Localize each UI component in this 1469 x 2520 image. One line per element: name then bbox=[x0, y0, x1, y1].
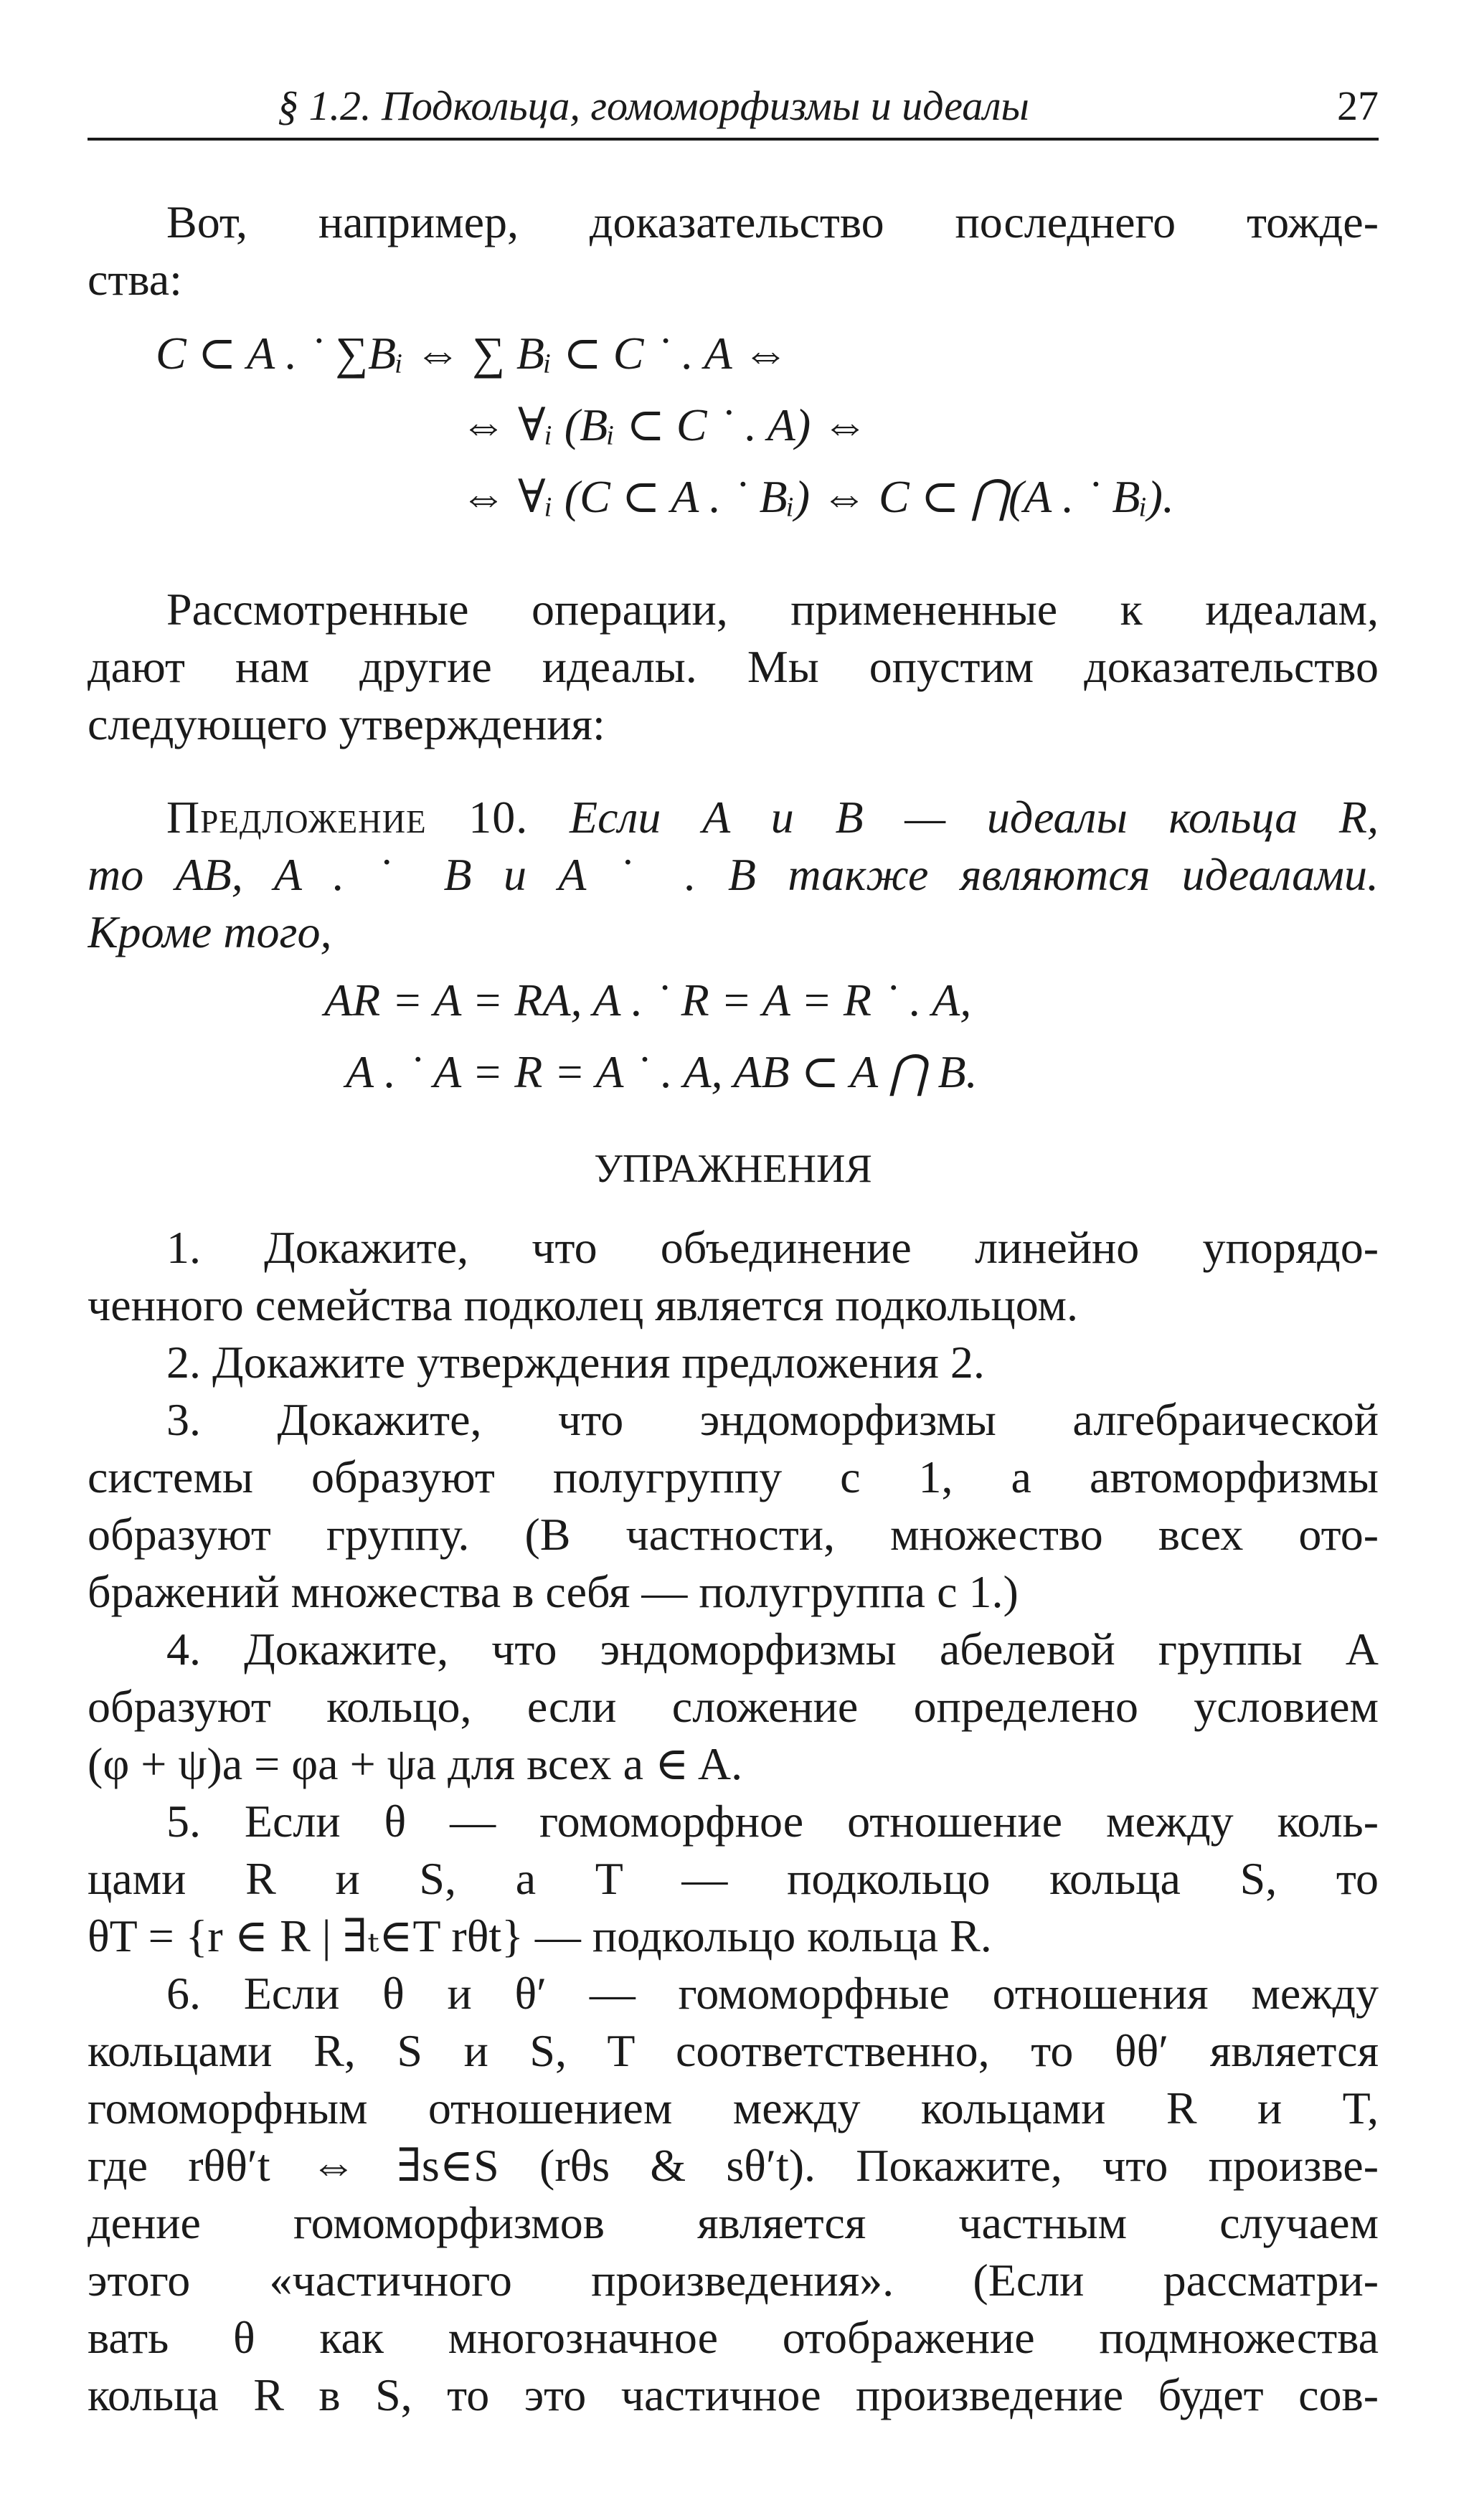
exercise-line: этого «частичного произведения». (Если рассматри- bbox=[88, 2255, 1379, 2306]
exercise-line: дение гомоморфизмов является частным случаем bbox=[88, 2197, 1379, 2248]
proof-formula-1: C ⊂ A . ˙ ∑Bᵢ ⇔ ∑ Bᵢ ⊂ C ˙ . A ⇔ bbox=[156, 328, 789, 379]
exercise-line: 4. Докажите, что эндоморфизмы абелевой группы A bbox=[166, 1624, 1379, 1675]
exercise-line: вать θ как многозначное отображение подмножества bbox=[88, 2312, 1379, 2363]
intro-line-1: Вот, например, доказательство последнего тожде- bbox=[166, 196, 1379, 247]
exercise-line: ченного семейства подколец является подкольцом. bbox=[88, 1279, 1079, 1330]
exercise-line: 5. Если θ — гомоморфное отношение между коль- bbox=[166, 1796, 1379, 1847]
exercise-line: 3. Докажите, что эндоморфизмы алгебраической bbox=[166, 1394, 1379, 1445]
para-line-2: дают нам другие идеалы. Мы опустим доказательство bbox=[88, 641, 1379, 692]
exercise-line: θT = {r ∈ R | ∃ₜ∈T rθt} — подкольцо кольца R. bbox=[88, 1910, 992, 1961]
proposition-line-1 bbox=[88, 789, 1379, 846]
proposition-statement: Если A и B — идеалы кольца R, bbox=[570, 792, 1379, 843]
proposition-line-3: Кроме того, bbox=[88, 906, 332, 957]
exercise-line: системы образуют полугруппу с 1, а автоморфизмы bbox=[88, 1451, 1379, 1502]
exercise-line: 2. Докажите утверждения предложения 2. bbox=[166, 1337, 985, 1388]
exercise-line: кольца R в S, то это частичное произведение будет сов- bbox=[88, 2369, 1379, 2420]
para-line-1: Рассмотренные операции, примененные к идеалам, bbox=[166, 584, 1379, 635]
proposition-label: Предложение 10. bbox=[166, 792, 529, 843]
running-header bbox=[88, 77, 1379, 141]
exercise-line: образуют группу. (В частности, множество всех ото- bbox=[88, 1509, 1379, 1560]
exercises-heading: УПРАЖНЕНИЯ bbox=[594, 1147, 872, 1191]
proof-formula-2: ⇔ ∀ᵢ (Bᵢ ⊂ C ˙ . A) ⇔ bbox=[460, 399, 869, 450]
exercise-line: образуют кольцо, если сложение определено условием bbox=[88, 1681, 1379, 1732]
exercise-line: гомоморфным отношением между кольцами R и T, bbox=[88, 2083, 1379, 2133]
proposition-formula-1: AR = A = RA, A . ˙ R = A = R ˙ . A, bbox=[324, 975, 972, 1025]
exercise-line: где rθθ′t ⇔ ∃s∈S (rθs & sθ′t). Покажите, что произве- bbox=[88, 2140, 1379, 2191]
proposition-line-2: то AB, A . ˙ B и A ˙ . B также являются идеалами. bbox=[88, 849, 1379, 900]
proposition-formula-2: A . ˙ A = R = A ˙ . A, AB ⊂ A ⋂ B. bbox=[346, 1046, 978, 1097]
exercise-line: (φ + ψ)a = φa + ψa для всех a ∈ A. bbox=[88, 1738, 743, 1789]
page-number: 27 bbox=[1337, 82, 1379, 129]
section-title: § 1.2. Подкольца, гомоморфизмы и идеалы bbox=[278, 82, 1029, 129]
intro-line-2: ства: bbox=[88, 254, 182, 305]
exercise-line: 6. Если θ и θ′ — гомоморфные отношения между bbox=[166, 1968, 1379, 2019]
book-page bbox=[88, 0, 1379, 2520]
exercise-line: бражений множества в себя — полугруппа с 1.) bbox=[88, 1566, 1019, 1617]
exercise-line: 1. Докажите, что объединение линейно упорядо- bbox=[166, 1222, 1379, 1273]
exercise-line: цами R и S, а T — подкольцо кольца S, то bbox=[88, 1853, 1379, 1904]
para-line-3: следующего утверждения: bbox=[88, 698, 605, 749]
proof-formula-3: ⇔ ∀ᵢ (C ⊂ A . ˙ Bᵢ) ⇔ C ⊂ ⋂(A . ˙ Bᵢ). bbox=[460, 471, 1174, 522]
exercise-line: кольцами R, S и S, T соответственно, то θθ′ является bbox=[88, 2025, 1379, 2076]
